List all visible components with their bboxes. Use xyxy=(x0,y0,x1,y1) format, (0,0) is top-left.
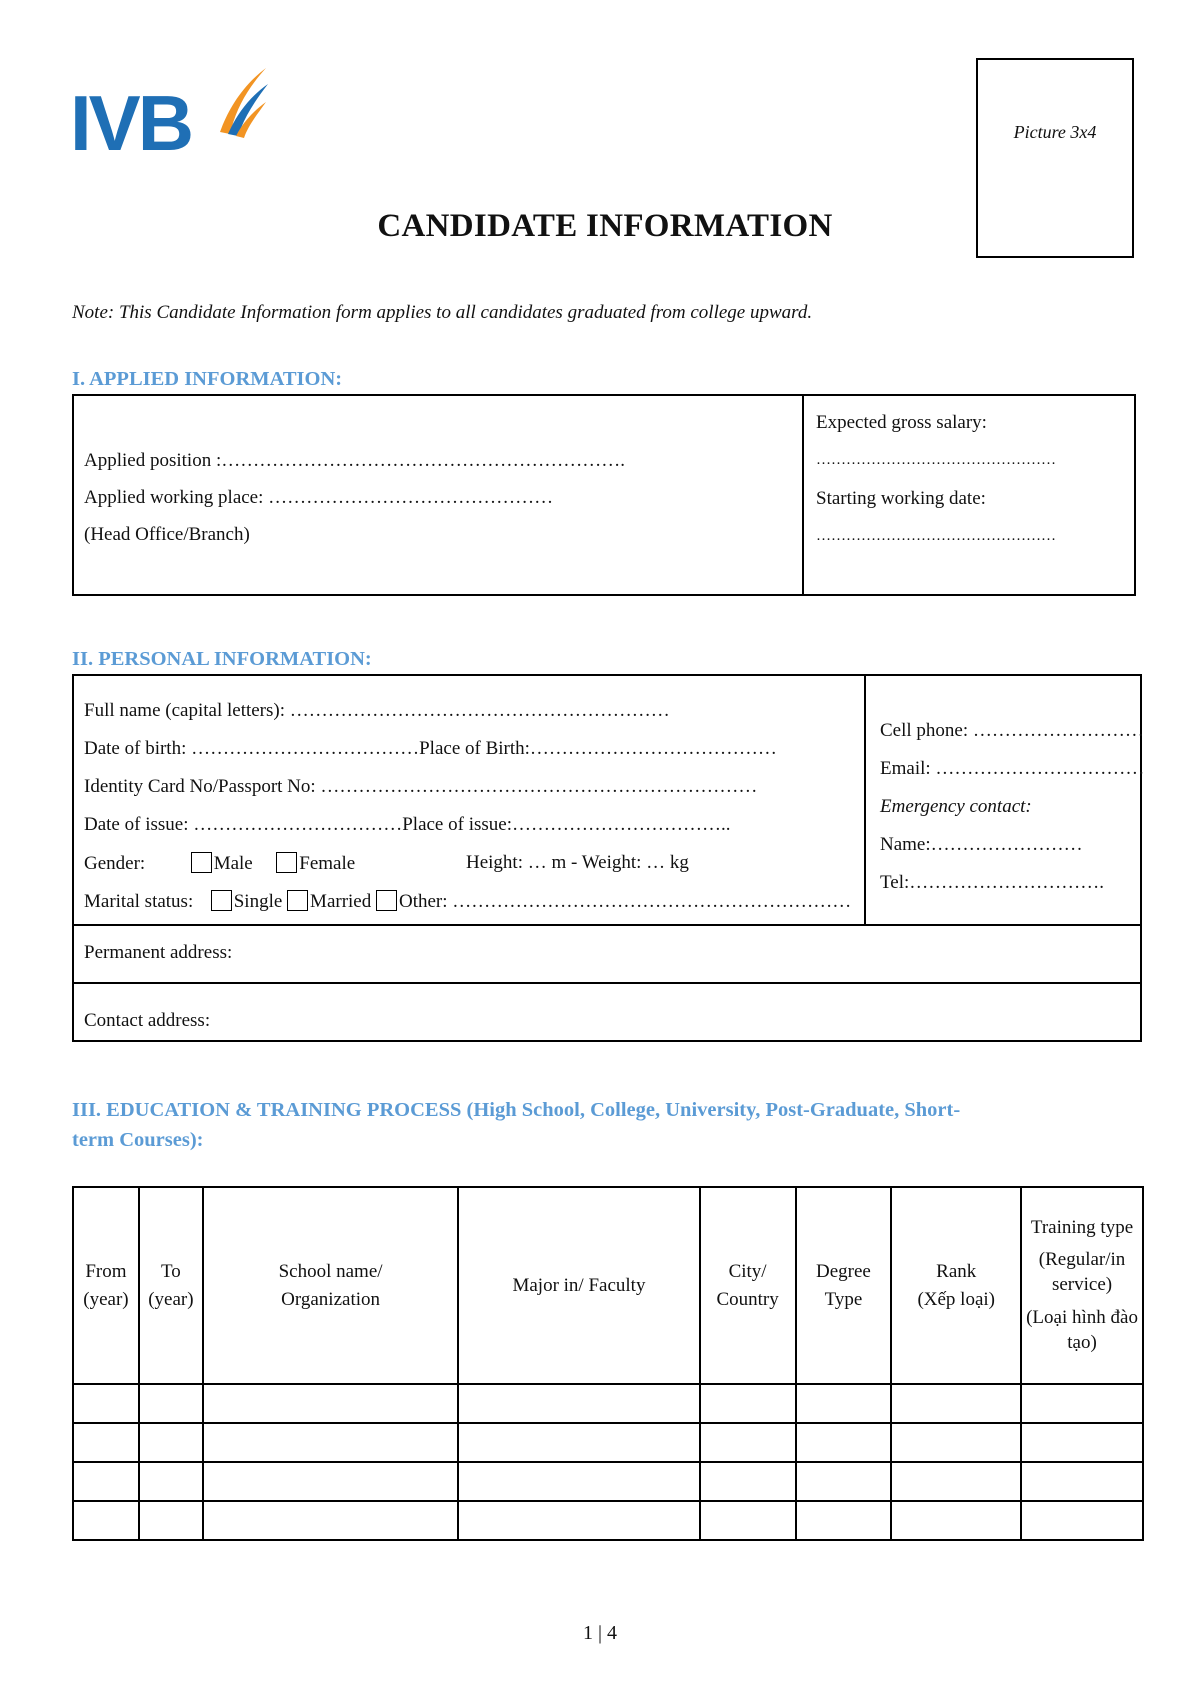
table-row xyxy=(73,1423,1143,1462)
col-major: Major in/ Faculty xyxy=(458,1187,699,1384)
ivb-logo xyxy=(70,50,270,155)
col-from: From (year) xyxy=(73,1187,139,1384)
other-field[interactable]: Other: ……………………………………………………… xyxy=(399,891,852,912)
section-education-heading xyxy=(72,1095,1152,1155)
applied-info-box xyxy=(72,394,1136,596)
marital-row xyxy=(84,890,851,913)
female-label: Female xyxy=(299,853,356,874)
starting-date-label: Starting working date: xyxy=(816,488,986,509)
applied-position-field[interactable]: Applied position :………………………………………………………. xyxy=(84,450,625,471)
full-name-field[interactable]: Full name (capital letters): …………………………………………………… xyxy=(84,700,670,721)
applied-place-note: (Head Office/Branch) xyxy=(84,524,250,545)
id-number-field[interactable]: Identity Card No/Passport No: …………………………………………………………… xyxy=(84,776,758,797)
logo-wordmark: IVB xyxy=(70,79,192,155)
photo-label: Picture 3x4 xyxy=(1013,122,1097,142)
col-rank: Rank (Xếp loại) xyxy=(891,1187,1021,1384)
starting-date-field[interactable]: ………………………………………… xyxy=(816,528,1056,544)
note-text: Note: This Candidate Information form applies to all candidates graduated from college upward. xyxy=(72,302,813,323)
marital-label: Marital status: xyxy=(84,891,194,912)
col-to: To (year) xyxy=(139,1187,203,1384)
male-label: Male xyxy=(213,853,253,874)
expected-salary-label: Expected gross salary: xyxy=(816,412,987,433)
married-label: Married xyxy=(310,891,372,912)
education-table xyxy=(72,1186,1144,1541)
emergency-contact-label: Emergency contact: xyxy=(880,796,1032,817)
cell-phone-field[interactable]: Cell phone: ……………………… xyxy=(880,720,1144,741)
married-checkbox[interactable] xyxy=(287,890,308,911)
other-checkbox[interactable] xyxy=(376,890,397,911)
issue-field[interactable]: Date of issue: ……………………………Place of issue:…………………………….. xyxy=(84,814,731,835)
gender-label: Gender: xyxy=(84,853,146,874)
section-applied-heading: I. APPLIED INFORMATION: xyxy=(72,368,343,390)
dob-field[interactable]: Date of birth: ………………………………Place of Birth:………………………………… xyxy=(84,738,777,759)
logo-wing-orange xyxy=(220,68,266,134)
col-city: City/ Country xyxy=(700,1187,796,1384)
contact-address-field[interactable]: Contact address: xyxy=(84,1010,211,1031)
emergency-name-field[interactable]: Name:…………………… xyxy=(880,834,1083,855)
emergency-tel-field[interactable]: Tel:…………………………. xyxy=(880,872,1105,893)
single-label: Single xyxy=(233,891,283,912)
table-row xyxy=(73,1501,1143,1540)
personal-info-box xyxy=(72,674,1145,1042)
page-number: 1 | 4 xyxy=(582,1622,617,1644)
gender-row xyxy=(84,852,355,875)
applied-place-field[interactable]: Applied working place: ……………………………………… xyxy=(84,487,554,508)
female-checkbox[interactable] xyxy=(276,852,297,873)
col-school: School name/ Organization xyxy=(203,1187,458,1384)
email-field[interactable]: Email: …………………………… xyxy=(880,758,1145,779)
section-personal-heading: II. PERSONAL INFORMATION: xyxy=(72,648,372,670)
page-title: CANDIDATE INFORMATION xyxy=(377,208,833,244)
permanent-address-field[interactable]: Permanent address: xyxy=(84,942,233,963)
education-heading-line2: term Courses): xyxy=(72,1129,204,1151)
single-checkbox[interactable] xyxy=(211,890,232,911)
table-row xyxy=(73,1384,1143,1423)
col-degree: Degree Type xyxy=(796,1187,892,1384)
col-training-type: Training type (Regular/in service) (Loại hình đào tạo) xyxy=(1021,1187,1143,1384)
table-row xyxy=(73,1462,1143,1501)
height-weight-field[interactable]: Height: … m - Weight: … kg xyxy=(466,852,689,873)
expected-salary-field[interactable]: ………………………………………… xyxy=(816,452,1056,468)
male-checkbox[interactable] xyxy=(191,852,212,873)
education-heading-line1: III. EDUCATION & TRAINING PROCESS (High School, College, University, Post-Graduate, Short- xyxy=(72,1099,961,1121)
